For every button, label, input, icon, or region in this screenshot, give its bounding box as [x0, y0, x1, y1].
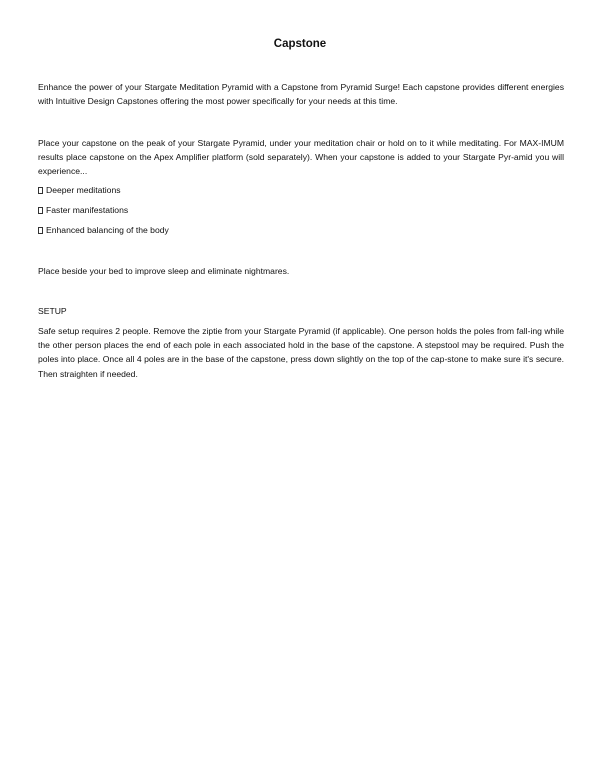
page-title: Capstone — [273, 38, 327, 50]
list-item-label: Deeper meditations — [46, 185, 121, 195]
missing-glyph-icon — [38, 207, 43, 214]
list-item — [38, 183, 121, 197]
bedside-paragraph: Place beside your bed to improve sleep and eliminate nightmares. — [38, 266, 290, 276]
setup-paragraph: Safe setup requires 2 people. Remove the ziptie from your Stargate Pyramid (if applicable). One person holds the poles from fall-ing while the other person places the end of each pole in each associated hold in the base of the capstone. A stepstool may be required. Push the poles into place. Once all 4 poles are in the base of the capstone, press down slightly on the top of the cap-stone to make sure it's secure. Then straighten if needed. — [38, 326, 564, 379]
list-item — [38, 223, 169, 237]
intro-paragraph: Enhance the power of your Stargate Meditation Pyramid with a Capstone from Pyramid Surge! Each capstone provides different energies with Intuitive Design Capstones offering the most power specifically for your needs at this time. — [38, 82, 564, 107]
setup-heading: SETUP — [38, 306, 67, 316]
missing-glyph-icon — [38, 187, 43, 194]
list-item-label: Faster manifestations — [46, 205, 129, 215]
missing-glyph-icon — [38, 227, 43, 234]
list-item — [38, 203, 128, 217]
placement-paragraph: Place your capstone on the peak of your Stargate Pyramid, under your meditation chair or hold on to it while meditating. For MAX-IMUM results place capstone on the Apex Amplifier platform (sold separately). When your capstone is added to your Stargate Pyr-amid you will experience... — [38, 138, 564, 177]
list-item-label: Enhanced balancing of the body — [46, 225, 169, 235]
